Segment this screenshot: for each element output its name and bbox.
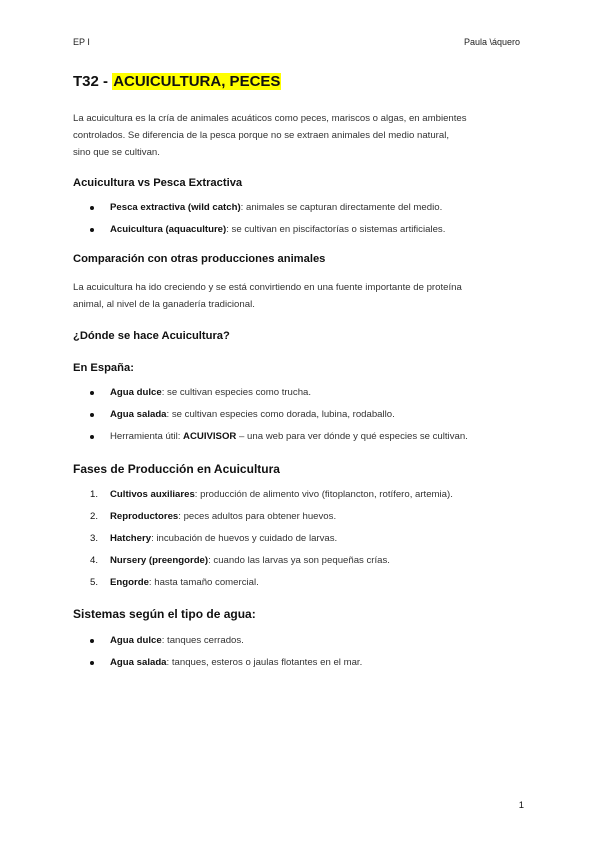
item-bold: ACUIVISOR — [183, 431, 237, 442]
list-item — [73, 223, 528, 236]
item-text: : incubación de huevos y cuidado de larvas. — [151, 533, 338, 544]
item-bold: Agua dulce — [110, 635, 162, 646]
item-text: : cuando las larvas ya son pequeñas crías. — [208, 555, 390, 566]
item-text: : se cultivan especies como trucha. — [161, 387, 312, 398]
list-vs — [73, 201, 528, 236]
item-bold: Acuicultura (aquaculture) — [110, 224, 227, 235]
intro-line: controlados. Se diferencia de la pesca porque no se extraen animales del medio natural, — [73, 130, 449, 141]
header-left: EP I — [73, 37, 90, 47]
comparison-line: La acuicultura ha ido creciendo y se está convirtiendo en una fuente importante de proteína — [73, 282, 462, 293]
heading-vs: Acuicultura vs Pesca Extractiva — [73, 177, 243, 189]
list-item — [73, 408, 528, 421]
heading-phases: Fases de Producción en Acuicultura — [73, 462, 280, 476]
list-item — [73, 510, 528, 523]
item-bold: Agua salada — [110, 409, 167, 420]
title-prefix: T32 - — [73, 73, 113, 90]
page-title — [73, 72, 528, 92]
page-number: 1 — [518, 800, 524, 811]
list-spain — [73, 386, 528, 443]
list-systems — [73, 634, 528, 669]
list-item — [73, 201, 528, 214]
item-number: 1. — [90, 489, 99, 500]
item-bold: Agua dulce — [110, 387, 162, 398]
item-bold: Engorde — [110, 577, 149, 588]
heading-comparison: Comparación con otras producciones animales — [73, 253, 326, 265]
item-number: 4. — [90, 555, 99, 566]
list-item — [73, 488, 528, 501]
header-right: Paula \áquero — [463, 37, 520, 47]
item-text: – una web para ver dónde y qué especies se cultivan. — [236, 431, 468, 442]
item-bold: Nursery (preengorde) — [110, 555, 209, 566]
intro-line: sino que se cultivan. — [73, 147, 160, 158]
item-text: : producción de alimento vivo (fitoplancton, rotífero, artemia). — [194, 489, 453, 500]
item-number: 2. — [90, 511, 99, 522]
item-number: 3. — [90, 533, 99, 544]
intro-line: La acuicultura es la cría de animales acuáticos como peces, mariscos o algas, en ambientes — [73, 113, 467, 124]
comparison-line: animal, al nivel de la ganadería tradicional. — [73, 299, 255, 310]
item-number: 5. — [90, 577, 99, 588]
list-item — [73, 386, 528, 399]
item-text: : se cultivan en piscifactorías o sistemas artificiales. — [226, 224, 446, 235]
title-highlight: ACUICULTURA, PECES — [113, 73, 281, 90]
item-text: : animales se capturan directamente del medio. — [240, 202, 443, 213]
item-text: : peces adultos para obtener huevos. — [178, 511, 337, 522]
item-text: : tanques, esteros o jaulas flotantes en el mar. — [166, 657, 363, 668]
comparison-paragraph — [73, 279, 528, 313]
item-bold: Hatchery — [110, 533, 152, 544]
item-pre: Herramienta útil: — [110, 431, 184, 442]
intro-paragraph — [73, 110, 528, 161]
list-item — [73, 576, 528, 589]
heading-spain: En España: — [73, 362, 134, 374]
list-item — [73, 656, 528, 669]
item-bold: Reproductores — [110, 511, 179, 522]
item-bold: Pesca extractiva (wild catch) — [110, 202, 241, 213]
item-text: : tanques cerrados. — [161, 635, 244, 646]
item-text: : hasta tamaño comercial. — [148, 577, 259, 588]
item-bold: Agua salada — [110, 657, 167, 668]
list-item — [73, 634, 528, 647]
list-phases — [73, 488, 528, 589]
list-item — [73, 554, 528, 567]
heading-systems: Sistemas según el tipo de agua: — [73, 607, 256, 621]
list-item — [73, 430, 528, 443]
item-bold: Cultivos auxiliares — [110, 489, 195, 500]
document-body — [73, 72, 528, 678]
list-item — [73, 532, 528, 545]
heading-where: ¿Dónde se hace Acuicultura? — [73, 330, 230, 342]
item-text: : se cultivan especies como dorada, lubina, rodaballo. — [166, 409, 395, 420]
